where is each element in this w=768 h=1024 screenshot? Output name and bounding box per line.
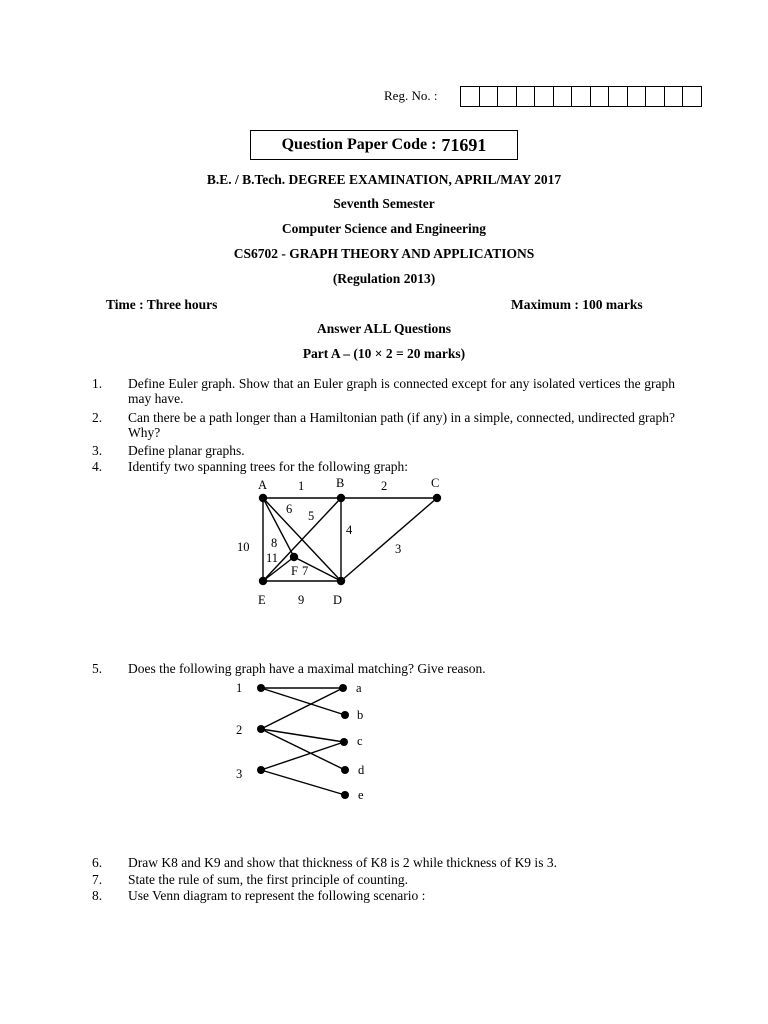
- bipartite-right-label: d: [358, 763, 365, 777]
- question-number: 1.: [92, 376, 103, 391]
- question-text: Draw K8 and K9 and show that thickness of K8 is 2 while thickness of K9 is 3.: [128, 855, 557, 870]
- time-allowed: Time : Three hours: [106, 297, 218, 312]
- maximum-marks: Maximum : 100 marks: [511, 297, 643, 312]
- regulation: (Regulation 2013): [332, 271, 436, 286]
- question-number: 6.: [92, 855, 103, 870]
- edge-weight-label: 5: [308, 509, 315, 523]
- edge-weight-label: 4: [346, 523, 353, 537]
- bipartite-vertex: [341, 791, 349, 799]
- department: Computer Science and Engineering: [281, 221, 487, 236]
- vertex-label-b: B: [336, 476, 345, 490]
- instruction: Answer ALL Questions: [316, 321, 452, 336]
- bipartite-vertex: [341, 766, 349, 774]
- question-text: Identify two spanning trees for the following graph:: [128, 459, 409, 474]
- vertex-label-d: D: [333, 593, 343, 607]
- edge-weight-label: 1: [298, 479, 305, 493]
- semester: Seventh Semester: [333, 196, 435, 211]
- question-text: Can there be a path longer than a Hamiltonian path (if any) in a simple, connected, undirected graph? Why?: [128, 410, 675, 440]
- qpc-code: 71691: [441, 134, 487, 155]
- bipartite-left-label: 2: [236, 723, 243, 737]
- bipartite-right-label: a: [356, 681, 362, 695]
- question-text: Use Venn diagram to represent the following scenario :: [128, 888, 426, 903]
- edge-weight-label: 11: [266, 551, 279, 565]
- question-number: 7.: [92, 872, 103, 887]
- course-title: CS6702 - GRAPH THEORY AND APPLICATIONS: [233, 246, 535, 261]
- question-number: 4.: [92, 459, 103, 474]
- part-a-heading: Part A – (10 × 2 = 20 marks): [302, 346, 466, 361]
- edge-weight-label: 6: [286, 502, 293, 516]
- edge-weight-label: 8: [271, 536, 278, 550]
- question-number: 3.: [92, 443, 103, 458]
- bipartite-vertex: [257, 766, 265, 774]
- edge-weight-label: 2: [381, 479, 388, 493]
- vertex-label-f: F: [291, 564, 298, 578]
- bipartite-vertex: [257, 684, 265, 692]
- question-number: 5.: [92, 661, 103, 676]
- bipartite-right-label: b: [357, 708, 364, 722]
- bipartite-left-label: 1: [236, 681, 243, 695]
- vertex-label-e: E: [258, 593, 266, 607]
- vertex-label-a: A: [258, 478, 268, 492]
- bipartite-left-label: 3: [236, 767, 243, 781]
- graph-vertex: [259, 577, 267, 585]
- graph-vertex: [337, 577, 345, 585]
- question-text: Does the following graph have a maximal matching? Give reason.: [128, 661, 486, 676]
- edge-weight-label: 9: [298, 593, 305, 607]
- graph-vertex: [290, 553, 298, 561]
- bipartite-right-label: c: [357, 734, 363, 748]
- question-text: Define Euler graph. Show that an Euler graph is connected except for any isolated vertices the graph may have.: [128, 376, 675, 406]
- question-text: Define planar graphs.: [128, 443, 245, 458]
- graph-vertex: [259, 494, 267, 502]
- bipartite-vertex: [340, 738, 348, 746]
- edge-weight-label: 7: [302, 564, 309, 578]
- bipartite-vertex: [257, 725, 265, 733]
- bipartite-vertex: [341, 711, 349, 719]
- exam-title: B.E. / B.Tech. DEGREE EXAMINATION, APRIL/MAY 2017: [206, 172, 562, 187]
- graph-vertex: [337, 494, 345, 502]
- bipartite-edges: [261, 688, 345, 795]
- edge-weight-label: 3: [395, 542, 402, 556]
- vertex-label-c: C: [431, 476, 440, 490]
- graph-vertex: [433, 494, 441, 502]
- edge-weight-label: 10: [237, 540, 250, 554]
- question-text: State the rule of sum, the first principle of counting.: [128, 872, 409, 887]
- question-number: 2.: [92, 410, 103, 425]
- bipartite-right-label: e: [358, 788, 364, 802]
- bipartite-vertex: [339, 684, 347, 692]
- reg-no-label: Reg. No. :: [384, 88, 438, 103]
- question-number: 8.: [92, 888, 103, 903]
- qpc-label: Question Paper Code :: [281, 136, 437, 153]
